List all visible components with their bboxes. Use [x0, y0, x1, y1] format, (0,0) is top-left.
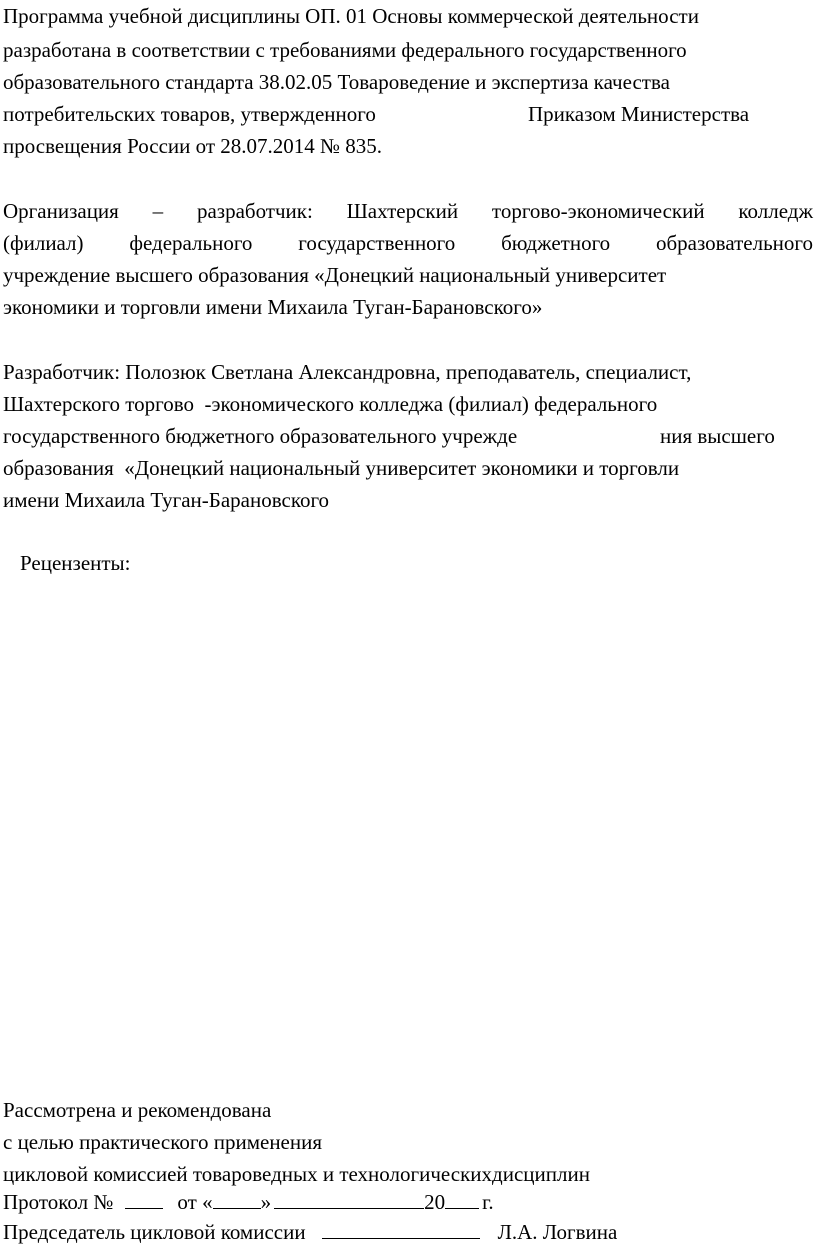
approval-line-3: цикловой комиссией товароведных и технологическихдисциплин [3, 1162, 590, 1186]
organization-line-1 [3, 199, 813, 224]
approval-line-1: Рассмотрена и рекомендована [3, 1098, 272, 1122]
protocol-year-blank [445, 1190, 479, 1209]
developer-line-3b: ния высшего [660, 424, 775, 448]
developer-line-4: образования «Донецкий национальный университет экономики и торговли [3, 456, 680, 480]
program-line-2: разработана в соответствии с требованиями федерального государственного [3, 38, 687, 62]
org-word: торгово-экономический [491, 199, 705, 223]
protocol-quote-close: » [260, 1190, 272, 1214]
program-line-1: Программа учебной дисциплины ОП. 01 Основы коммерческой деятельности [3, 4, 699, 28]
organization-line-3: учреждение высшего образования «Донецкий национальный университет [3, 263, 667, 287]
program-line-3: образовательного стандарта 38.02.05 Товароведение и экспертиза качества [3, 70, 670, 94]
approval-line-2: с целью практического применения [3, 1130, 323, 1154]
chairman-line [3, 1220, 617, 1245]
protocol-year-suffix: г. [482, 1190, 494, 1214]
protocol-number-blank [125, 1190, 163, 1209]
org-word: государственного [298, 231, 456, 255]
org-word: бюджетного [501, 231, 611, 255]
protocol-from-label: от « [177, 1190, 213, 1214]
protocol-year-label: 20 [424, 1190, 446, 1214]
org-word: – [152, 199, 164, 223]
protocol-day-blank [213, 1190, 261, 1209]
org-word: колледж [738, 199, 813, 223]
program-line-4a: потребительских товаров, утвержденного [3, 102, 376, 126]
org-word: Шахтерский [346, 199, 459, 223]
org-word: разработчик: [196, 199, 313, 223]
org-word: (филиал) [3, 231, 84, 255]
reviewers-label: Рецензенты: [20, 551, 131, 575]
chairman-label: Председатель цикловой комиссии [3, 1220, 306, 1244]
organization-line-4: экономики и торговли имени Михаила Туган-Барановского» [3, 295, 543, 319]
org-word: федерального [129, 231, 253, 255]
program-line-5: просвещения России от 28.07.2014 № 835. [3, 134, 383, 158]
chairman-name: Л.А. Логвина [497, 1220, 618, 1244]
protocol-label: Протокол № [3, 1190, 114, 1214]
chairman-signature-blank [322, 1220, 480, 1239]
org-word: Организация [3, 199, 119, 223]
org-word: образовательного [656, 231, 813, 255]
developer-line-1: Разработчик: Полозюк Светлана Александровна, преподаватель, специалист, [3, 360, 692, 384]
developer-line-5: имени Михаила Туган-Барановского [3, 488, 330, 512]
organization-line-2 [3, 231, 813, 256]
developer-line-2: Шахтерского торгово -экономического колледжа (филиал) федерального [3, 392, 658, 416]
program-line-4b: Приказом Министерства [528, 102, 750, 126]
protocol-month-blank [274, 1190, 424, 1209]
developer-line-3a: государственного бюджетного образовательного учрежде [3, 424, 518, 448]
protocol-line [3, 1190, 494, 1215]
